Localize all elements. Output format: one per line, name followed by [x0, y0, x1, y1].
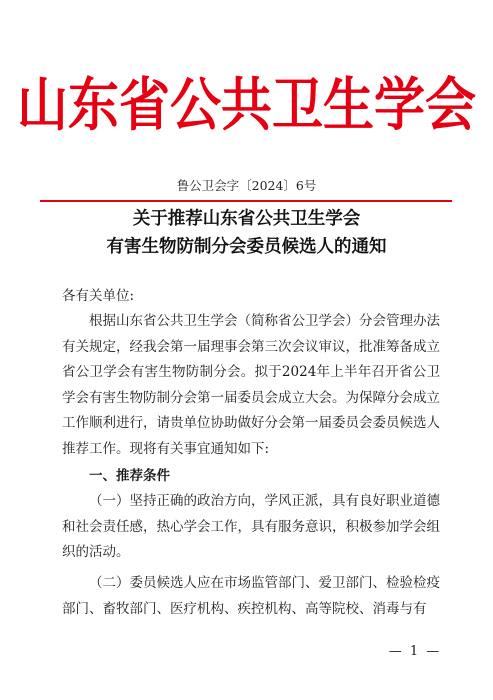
body-paragraph-condition-1: （一）坚持正确的政治方向，学风正派，具有良好职业道德和社会责任感，热心学会工作，具有服务意识，积极参加学会组织的活动。 — [62, 493, 440, 561]
salutation: 各有关单位: — [62, 288, 135, 304]
title-line-2: 有害生物防制分会委员候选人的通知 — [106, 237, 387, 257]
body-paragraph-condition-2: （二）委员候选人应在市场监管部门、爱卫部门、检验检疫部门、畜牧部门、医疗机构、疾控机构、高等院校、消毒与有 — [62, 575, 440, 617]
body-paragraph-intro: 根据山东省公共卫生学会（简称省公卫学会）分会管理办法有关规定，经我会第一届理事会第三次会议审议，批准筹备成立省公卫学会有害生物防制分会。拟于2024年上半年召开省公卫学会有害生物防制分会第一届委员会成立大会。为保障分会成立工作顺利进行，请贵单位协助做好分会第一届委员会委员候选人推荐工作。现将有关事宜通知如下: — [62, 313, 440, 457]
page-number: — 1 — — [388, 644, 442, 659]
red-separator-line — [40, 200, 452, 202]
masthead: 山东省公共卫生学会 — [16, 72, 476, 140]
document-number: 鲁公卫会字〔2024〕6号 — [176, 178, 317, 193]
section-heading: 一、推荐条件 — [89, 468, 170, 484]
title-line-1: 关于推荐山东省公共卫生学会 — [132, 209, 361, 229]
